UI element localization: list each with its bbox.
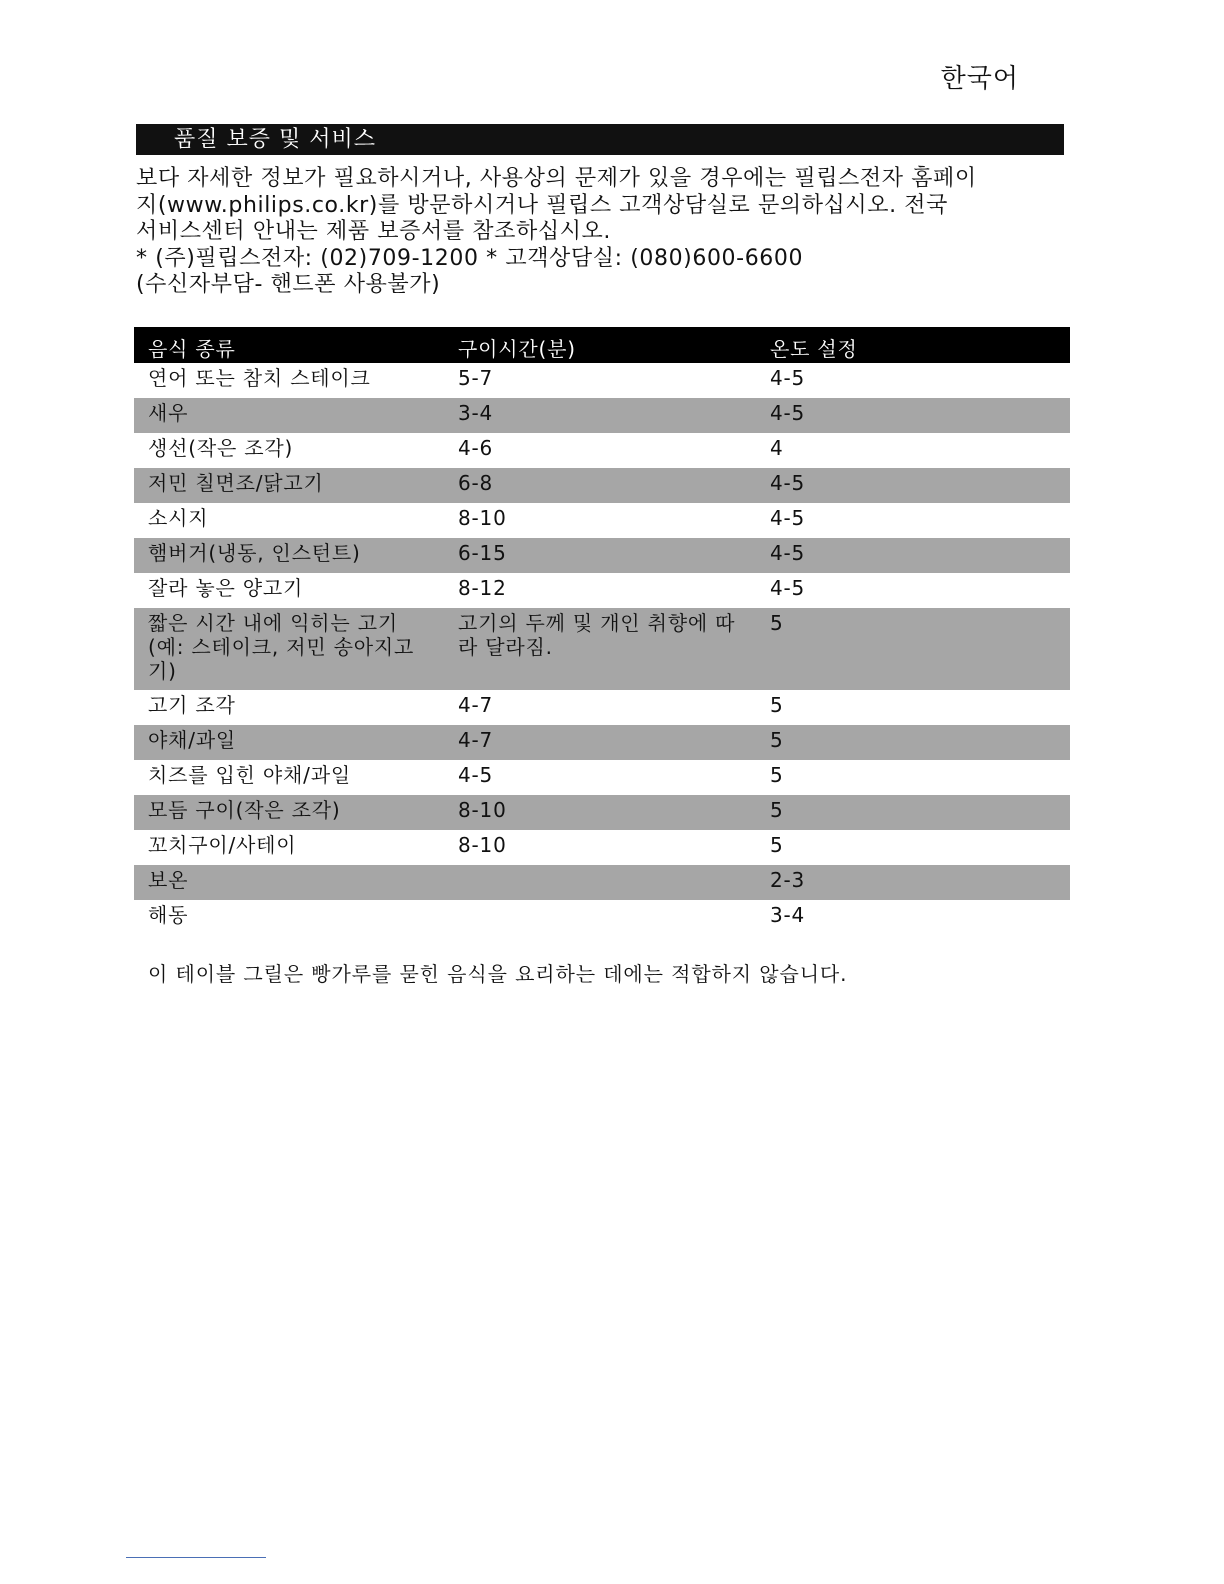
cell-temperature: 5 [756, 725, 1070, 760]
cell-temperature: 4-5 [770, 506, 806, 530]
cell-food-type: 치즈를 입힌 야채/과일 [148, 763, 351, 787]
cell-grill-time: 6-15 [444, 538, 756, 573]
paragraph-line: 서비스센터 안내는 제품 보증서를 참조하십시오. [136, 219, 612, 244]
cell-temperature: 4-5 [770, 366, 806, 390]
table-row [134, 900, 1070, 935]
cell-grill-time: 4-6 [458, 436, 494, 460]
table-row [134, 690, 1070, 725]
cell-temperature: 4-5 [756, 538, 1070, 573]
warranty-paragraph [136, 166, 1076, 299]
paragraph-line: (수신자부담- 핸드폰 사용불가) [136, 272, 441, 297]
table-row [134, 538, 1070, 573]
cell-food-type: 짧은 시간 내에 익히는 고기 (예: 스테이크, 저민 송아지고기) [134, 608, 444, 690]
table-row [134, 865, 1070, 900]
cell-food-type: 잘라 놓은 양고기 [148, 576, 304, 600]
cell-temperature: 5 [770, 763, 784, 787]
cell-temperature: 4-5 [756, 468, 1070, 503]
paragraph-line: 지(www.philips.co.kr)를 방문하시거나 필립스 고객상담실로 문의하십시오. 전국 [136, 192, 948, 218]
table-row [134, 725, 1070, 760]
paragraph-line: 보다 자세한 정보가 필요하시거나, 사용상의 문제가 있을 경우에는 필립스전자 홈페이 [136, 166, 977, 191]
cell-food-type: 연어 또는 참치 스테이크 [148, 366, 371, 390]
cell-grill-time: 4-5 [458, 763, 494, 787]
cell-temperature: 3-4 [770, 903, 806, 927]
cell-food-type: 야채/과일 [134, 725, 444, 760]
cell-temperature: 5 [756, 608, 1070, 690]
table-row [134, 398, 1070, 433]
table-row [134, 608, 1070, 690]
cell-temperature: 5 [770, 833, 784, 857]
cell-temperature: 4 [770, 436, 784, 460]
cell-grill-time: 고기의 두께 및 개인 취향에 따라 달라짐. [444, 608, 756, 690]
cell-grill-time: 4-7 [458, 693, 494, 717]
table-row [134, 363, 1070, 398]
cell-grill-time: 8-10 [458, 506, 507, 530]
table-row [134, 830, 1070, 865]
table-body [134, 363, 1070, 935]
cell-food-type: 새우 [134, 398, 444, 433]
cell-grill-time: 5-7 [458, 366, 494, 390]
language-label: 한국어 [940, 64, 1019, 94]
table-row [134, 795, 1070, 830]
cell-temperature: 2-3 [756, 865, 1070, 900]
header-food-type: 음식 종류 [134, 327, 444, 363]
cell-food-type: 고기 조각 [148, 693, 236, 717]
cell-grill-time: 3-4 [444, 398, 756, 433]
table-row [134, 468, 1070, 503]
table-row [134, 503, 1070, 538]
cell-grill-time [444, 865, 756, 900]
cell-food-type: 꼬치구이/사테이 [148, 833, 297, 857]
section-title: 품질 보증 및 서비스 [136, 124, 1064, 155]
cell-temperature: 4-5 [770, 576, 806, 600]
cell-grill-time: 8-10 [444, 795, 756, 830]
grilling-table [134, 327, 1070, 935]
header-grill-time: 구이시간(분) [444, 327, 756, 363]
footnote: 이 테이블 그릴은 빵가루를 묻힌 음식을 요리하는 데에는 적합하지 않습니다. [148, 962, 848, 986]
cell-food-type: 햄버거(냉동, 인스턴트) [134, 538, 444, 573]
cell-grill-time: 8-12 [458, 576, 507, 600]
cell-food-type: 저민 칠면조/닭고기 [134, 468, 444, 503]
table-row [134, 433, 1070, 468]
cell-temperature: 5 [770, 693, 784, 717]
cell-food-type: 모듬 구이(작은 조각) [134, 795, 444, 830]
cell-food-type: 소시지 [148, 506, 209, 530]
header-temperature: 온도 설정 [756, 327, 1070, 363]
cell-grill-time: 8-10 [458, 833, 507, 857]
cell-temperature: 5 [756, 795, 1070, 830]
table-row [134, 760, 1070, 795]
cell-grill-time: 4-7 [444, 725, 756, 760]
cell-food-type: 보온 [134, 865, 444, 900]
table-row [134, 573, 1070, 608]
cell-grill-time [444, 900, 756, 935]
cell-food-type: 해동 [148, 903, 189, 927]
cell-grill-time: 6-8 [444, 468, 756, 503]
table-header-row [134, 327, 1070, 363]
cell-food-type: 생선(작은 조각) [148, 436, 294, 460]
footer-divider [126, 1557, 266, 1558]
cell-temperature: 4-5 [756, 398, 1070, 433]
paragraph-line: * (주)필립스전자: (02)709-1200 * 고객상담실: (080)600-6600 [136, 245, 804, 271]
